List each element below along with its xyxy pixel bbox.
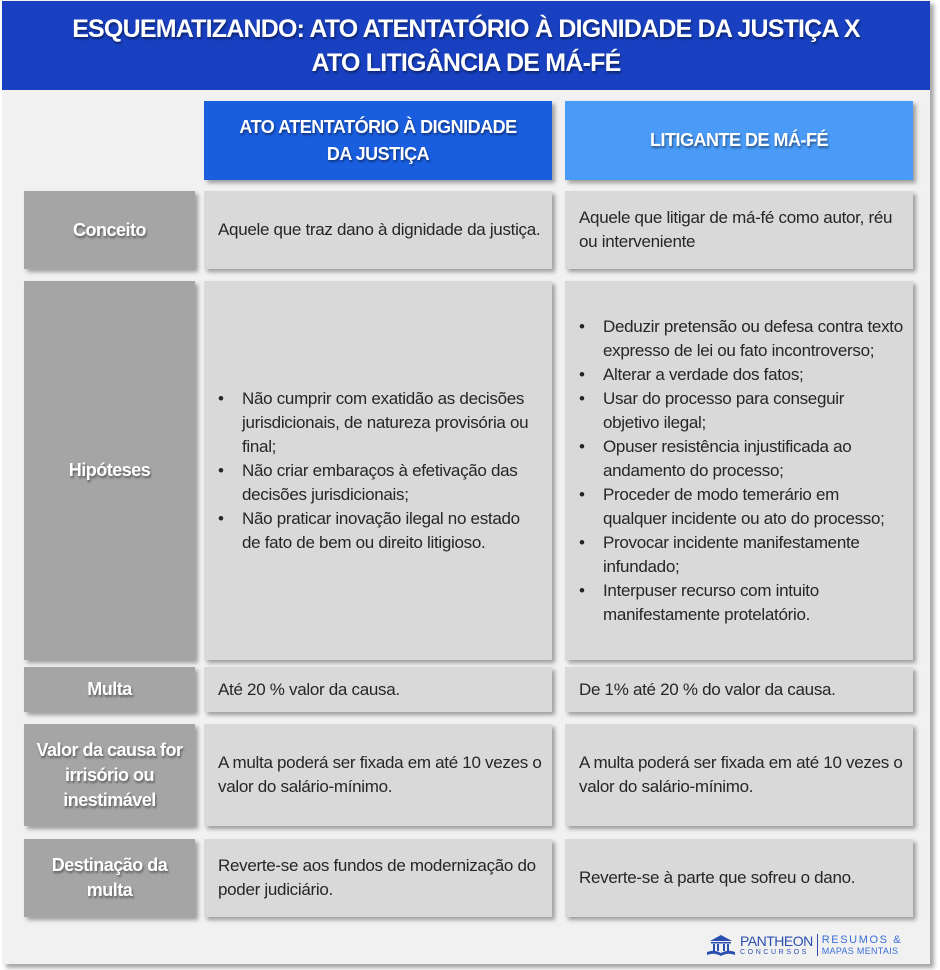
cell-hipoteses-col1 (204, 281, 552, 660)
list-item: • Proceder de modo temerário em qualquer incidente ou ato do processo; (579, 483, 903, 531)
cell-text: Aquele que litigar de má-fé como autor, réu ou interveniente (579, 208, 893, 251)
list-item: • Usar do processo para conseguir objetivo ilegal; (579, 387, 903, 435)
cell-hipoteses-col2 (565, 281, 913, 660)
logo-brand-name: PANTHEON (740, 932, 813, 949)
list-item: • Provocar incidente manifestamente infundado; (579, 531, 903, 579)
cell-text: A multa poderá ser fixada em até 10 vezes o valor do salário-mínimo. (218, 753, 542, 796)
cell-text: A multa poderá ser fixada em até 10 vezes o valor do salário-mínimo. (579, 753, 903, 796)
logo-tagline-1: RESUMOS & (821, 933, 903, 946)
cell-text: De 1% até 20 % do valor da causa. (579, 679, 836, 699)
pantheon-temple-icon (706, 934, 736, 956)
list-item: • Opuser resistência injustificada ao andamento do processo; (579, 435, 903, 483)
column-header-ato-atentatorio: ATO ATENTATÓRIO À DIGNIDADE DA JUSTIÇA (204, 101, 552, 180)
cell-valor-col1 (204, 724, 552, 826)
cell-text: Aquele que traz dano à dignidade da justiça. (218, 220, 541, 239)
row-label-valor-causa: Valor da causa for irrisório ou inestimável (24, 724, 195, 826)
pantheon-logo (706, 932, 902, 958)
logo-brand (740, 934, 813, 957)
list-item: • Não cumprir com exatidão as decisões jurisdicionais, de natureza provisória ou final; (218, 387, 542, 459)
list-item: • Não praticar inovação ilegal no estado de fato de bem ou direito litigioso. (218, 507, 542, 555)
logo-brand-sub: CONCURSOS (740, 948, 809, 956)
cell-text: Reverte-se aos fundos de modernização do poder judiciário. (218, 856, 536, 899)
row-label-conceito: Conceito (24, 191, 195, 269)
list-item: • Deduzir pretensão ou defesa contra texto expresso de lei ou fato incontroverso; (579, 315, 903, 363)
list-item: • Alterar a verdade dos fatos; (579, 363, 903, 387)
page-title: ESQUEMATIZANDO: ATO ATENTATÓRIO À DIGNIDADE DA JUSTIÇA X ATO LITIGÂNCIA DE MÁ-FÉ (72, 14, 860, 77)
row-label-destinacao: Destinação da multa (24, 839, 195, 917)
logo-divider (817, 934, 818, 956)
list-item: • Não criar embaraços à efetivação das decisões jurisdicionais; (218, 459, 542, 507)
cell-conceito-col1 (204, 191, 552, 269)
list-item: • Interpuser recurso com intuito manifestamente protelatório. (579, 579, 903, 627)
logo-tagline-2: MAPAS MENTAIS (821, 945, 899, 956)
column-header-litigante-ma-fe: LITIGANTE DE MÁ-FÉ (565, 101, 913, 180)
logo-tagline (822, 934, 902, 957)
cell-valor-col2 (565, 724, 913, 826)
title-bar (2, 1, 930, 90)
cell-conceito-col2 (565, 191, 913, 269)
cell-destinacao-col1 (204, 839, 552, 917)
cell-text: Reverte-se à parte que sofreu o dano. (579, 868, 856, 887)
hipoteses-list-col1 (218, 387, 542, 555)
row-label-multa: Multa (24, 667, 195, 712)
cell-multa-col2 (565, 667, 913, 712)
cell-text: Até 20 % valor da causa. (218, 679, 400, 699)
hipoteses-list-col2 (579, 315, 903, 627)
cell-destinacao-col2 (565, 839, 913, 917)
cell-multa-col1 (204, 667, 552, 712)
row-label-hipoteses: Hipóteses (24, 281, 195, 660)
